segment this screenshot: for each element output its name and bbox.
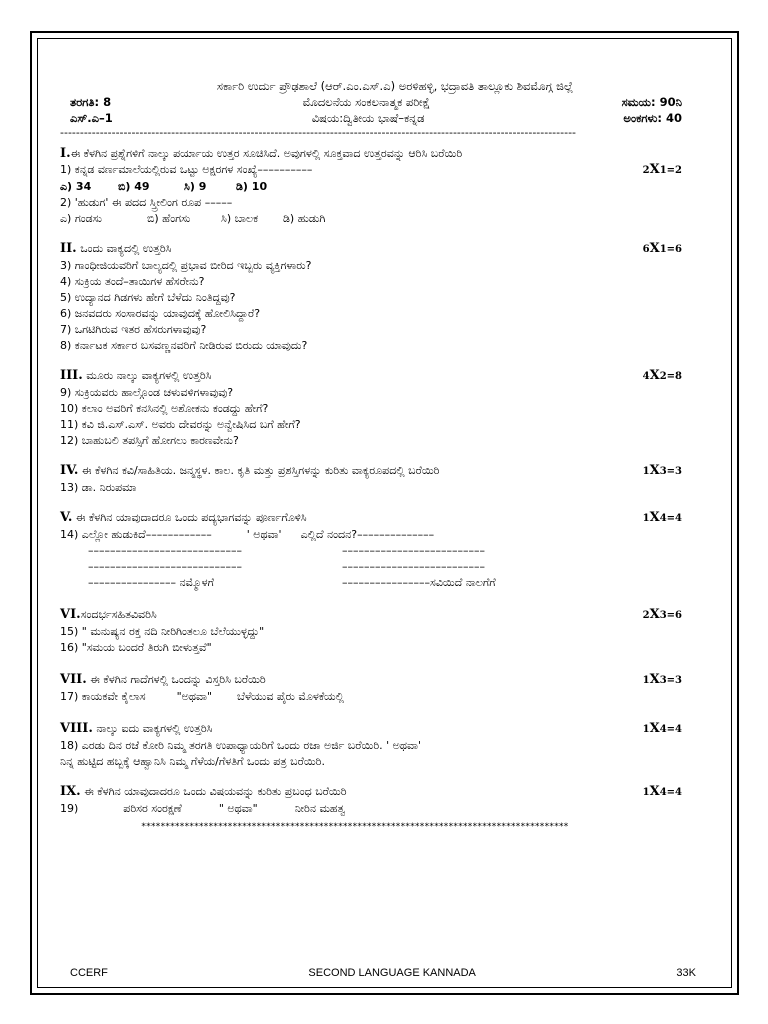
poem-end-line <box>88 575 710 591</box>
end-right: ––––––––––––––––ಸವಿಯಿದೆ ನಾಲಗೆಗೆ <box>342 576 496 589</box>
section-5 <box>60 510 710 591</box>
section-2-roman: II. <box>60 241 77 256</box>
section-3 <box>60 368 710 449</box>
header-row-2 <box>70 110 682 126</box>
q1-option-c: ಸಿ) 9 <box>184 180 207 193</box>
section-4-roman: IV. <box>60 463 79 478</box>
section-8-head <box>60 721 710 738</box>
header-divider: ---------------------------------------------------------------------------------------------------------------------------------- <box>60 126 577 139</box>
q19-topic-b: ನೀರಿನ ಮಹತ್ವ <box>294 802 346 815</box>
section-7-marks: 1X3=3 <box>642 672 682 687</box>
end-left: –––––––––––––––– ನಮ್ಮೊಳಗೆ <box>88 576 214 589</box>
section-9-marks: 1X4=4 <box>642 784 682 799</box>
q2-options <box>60 211 710 227</box>
section-9-head <box>60 784 710 801</box>
section-5-head <box>60 510 710 527</box>
question-13: 13) ಡಾ. ನಿರುಪಮಾ <box>60 481 137 494</box>
section-1-title: ಈ ಕೆಳಗಿನ ಪ್ರಶ್ನೆಗಳಿಗೆ ನಾಲ್ಕು ಪರ್ಯಾಯ ಉತ್ತರ ಸೂಚಿಸಿದೆ. ಅವುಗಳಲ್ಲಿ ಸೂಕ್ತವಾದ ಉತ್ತರವನ್ನು ಆರಿಸಿ ಬರೆಯಿರಿ <box>70 147 463 160</box>
question-5: 5) ಉದ್ಯಾನದ ಗಿಡಗಳು ಹೇಗೆ ಬೆಳೆದು ನಿಂತಿದ್ದವು? <box>60 291 236 304</box>
question-7: 7) ಒಗಟಿಗಿರುವ ಇತರ ಹೆಸರುಗಳಾವುವು? <box>60 323 207 336</box>
section-2-head <box>60 241 710 258</box>
exam-name: ಮೊದಲನೆಯ ಸಂಕಲನಾತ್ಮಕ ಪರೀಕ್ಷೆ <box>302 95 431 109</box>
section-6 <box>60 607 710 656</box>
time-label: ಸಮಯ: 90ನಿ <box>621 95 682 109</box>
section-6-marks: 2X3=6 <box>642 607 682 622</box>
blank-left-2: –––––––––––––––––––––––––––– <box>88 560 242 573</box>
section-6-title: ಸಂದರ್ಭಸಹಿತವಿವರಿಸಿ <box>80 608 157 621</box>
section-7-title: ಈ ಕೆಳಗಿನ ಗಾದೆಗಳಲ್ಲಿ ಒಂದನ್ನು ವಿಸ್ತರಿಸಿ ಬರೆಯಿರಿ <box>90 673 266 686</box>
question-1: 1) ಕನ್ನಡ ವರ್ಣಮಾಲೆಯಲ್ಲಿರುವ ಒಟ್ಟು ಅಕ್ಷರಗಳ ಸಂಖ್ಯೆ–––––––––– <box>60 163 313 176</box>
q2-option-a: ಎ) ಗಂಡಸು <box>60 212 103 225</box>
section-7-head <box>60 672 710 689</box>
q19-or: " ಅಥವಾ" <box>218 802 258 815</box>
question-8: 8) ಕರ್ನಾಟಕ ಸರ್ಕಾರ ಬಸವಣ್ಣನವರಿಗೆ ನೀಡಿರುವ ಬಿರುದು ಯಾವುದು? <box>60 339 308 352</box>
section-3-roman: III. <box>60 368 83 383</box>
q2-option-b: ಬಿ) ಹೆಂಗಸು <box>147 212 191 225</box>
section-9 <box>60 784 710 835</box>
header-row-1 <box>70 94 682 110</box>
school-title: ಸರ್ಕಾರಿ ಉರ್ದು ಪ್ರೌಢಶಾಲೆ (ಆರ್.ಎಂ.ಎಸ್.ಎ) ಅರಳಿಹಳ್ಳಿ, ಭದ್ರಾವತಿ ತಾಲ್ಲೂಕು ಶಿವಮೊಗ್ಗ ಜಿಲ್ಲೆ <box>216 79 574 93</box>
section-5-roman: V. <box>60 510 73 525</box>
question-18: 18) ಎರಡು ದಿನ ರಜೆ ಕೋರಿ ನಿಮ್ಮ ತರಗತಿ ಉಪಾಧ್ಯಾಯರಿಗೆ ಒಂದು ರಜಾ ಅರ್ಜಿ ಬರೆಯಿರಿ. ' ಅಥವಾ' <box>60 739 421 752</box>
section-2-title: ಒಂದು ವಾಕ್ಯದಲ್ಲಿ ಉತ್ತರಿಸಿ <box>80 242 172 255</box>
question-12: 12) ಬಾಹುಬಲಿ ತಪಸ್ಸಿಗೆ ಹೋಗಲು ಕಾರಣವೇನು? <box>60 434 239 447</box>
q17-left: 17) ಕಾಯಕವೇ ಕೈಲಾಸ <box>60 690 146 703</box>
q17-or: "ಅಥವಾ" <box>176 690 213 703</box>
section-7-roman: VII. <box>60 672 87 687</box>
q14-right: ಎಲ್ಲಿದೆ ನಂದನ?–––––––––––––– <box>300 528 435 541</box>
q1-options <box>60 179 710 195</box>
section-1-roman: I. <box>60 146 71 161</box>
sa-label: ಎಸ್.ಎ–1 <box>70 111 113 125</box>
q19-num: 19) <box>60 802 79 815</box>
section-2 <box>60 241 710 354</box>
section-4 <box>60 463 710 496</box>
section-3-marks: 4X2=8 <box>642 368 682 383</box>
question-18-alt: ನಿನ್ನ ಹುಟ್ಟಿದ ಹಬ್ಬಕ್ಕೆ ಆಹ್ವಾನಿಸಿ ನಿಮ್ಮ ಗೆಳೆಯ/ಗೆಳತಿಗೆ ಒಂದು ಪತ್ರ ಬರೆಯಿರಿ. <box>60 755 325 768</box>
question-2: 2) 'ಹುಡುಗ' ಈ ಪದದ ಸ್ತ್ರೀಲಿಂಗ ರೂಪ ––––– <box>60 196 233 209</box>
section-7 <box>60 672 710 705</box>
blank-right-1: –––––––––––––––––––––––––– <box>342 544 485 557</box>
poem-blank-2 <box>88 559 710 575</box>
section-1-marks: 2X1=2 <box>642 162 682 177</box>
blank-right-2: –––––––––––––––––––––––––– <box>342 560 485 573</box>
section-4-marks: 1X3=3 <box>642 463 682 478</box>
q2-option-d: ಡಿ) ಹುಡುಗಿ <box>283 212 326 225</box>
question-15: 15) " ಮನುಷ್ಯನ ರಕ್ತ ನದಿ ನೀರಿಗಿಂತಲೂ ಬೆಲೆಯುಳ್ಳದ್ದು" <box>60 625 265 638</box>
marks-label: ಅಂಕಗಳು: 40 <box>623 111 682 125</box>
section-9-roman: IX. <box>60 784 81 799</box>
question-9: 9) ಸುಕ್ರಿಯವರು ಹಾಲ್ಗೊಂಡ ಚಳುವಳಿಗಳಾವುವು? <box>60 386 234 399</box>
section-3-head <box>60 368 710 385</box>
question-14 <box>60 527 710 543</box>
question-16: 16) "ಸಮಯ ಬಂದರೆ ತಿರುಗಿ ಬೀಳುತ್ತವೆ" <box>60 641 212 654</box>
section-4-head <box>60 463 710 480</box>
section-8 <box>60 721 710 770</box>
q14-left: 14) ಎಲ್ಲೋ ಹುಡುಕಿದೆ–––––––––––– <box>60 528 212 541</box>
section-8-marks: 1X4=4 <box>642 721 682 736</box>
end-stars: ***************************************************************************************** <box>141 822 569 832</box>
class-label: ತರಗತಿ: 8 <box>70 95 112 109</box>
q19-topic-a: ಪರಿಸರ ಸಂರಕ್ಷಣೆ <box>123 802 182 815</box>
q1-row <box>60 162 710 179</box>
q1-option-b: ಬಿ) 49 <box>118 180 150 193</box>
footer-left: CCERF <box>70 967 108 979</box>
exam-paper <box>60 78 710 835</box>
section-3-title: ಮೂರು ನಾಲ್ಕು ವಾಕ್ಯಗಳಲ್ಲಿ ಉತ್ತರಿಸಿ <box>86 369 212 382</box>
section-8-roman: VIII. <box>60 721 93 736</box>
q2-option-c: ಸಿ) ಬಾಲಕ <box>221 212 259 225</box>
q17-right: ಬೆಳೆಯುವ ಪೈರು ಮೊಳಕೆಯಲ್ಲಿ <box>237 690 344 703</box>
question-17 <box>60 689 710 705</box>
footer-right: 33K <box>676 967 696 979</box>
q1-option-d: ಡಿ) 10 <box>236 180 268 193</box>
section-8-title: ನಾಲ್ಕು ಐದು ವಾಕ್ಯಗಳಲ್ಲಿ ಉತ್ತರಿಸಿ <box>96 722 213 735</box>
question-4: 4) ಸುಕ್ರಿಯ ತಂದೆ–ತಾಯಿಗಳ ಹೆಸರೇನು? <box>60 275 205 288</box>
question-10: 10) ಕಲಾಂ ಅವರಿಗೆ ಕನಸಿನಲ್ಲಿ ಅಶೋಕನು ಕಂಡದ್ದು ಹೇಗೆ? <box>60 402 269 415</box>
question-3: 3) ಗಾಂಧೀಜಿಯವರಿಗೆ ಬಾಲ್ಯದಲ್ಲಿ ಪ್ರಭಾವ ಬೀರಿದ ಇಬ್ಬರು ವ್ಯಕ್ತಿಗಳಾರು? <box>60 259 312 272</box>
footer-center: SECOND LANGUAGE KANNADA <box>308 967 476 979</box>
section-6-head <box>60 607 710 624</box>
section-5-marks: 1X4=4 <box>642 510 682 525</box>
section-1-head <box>60 146 710 162</box>
section-1 <box>60 146 710 227</box>
question-6: 6) ಜನವದರು ಸಂಸಾರವನ್ನು ಯಾವುದಕ್ಕೆ ಹೋಲಿಸಿದ್ದಾರೆ? <box>60 307 261 320</box>
question-11: 11) ಕವಿ ಜಿ.ಎಸ್.ಎಸ್. ಅವರು ದೇವರನ್ನು ಅನ್ವೇಷಿಸಿದ ಬಗೆ ಹೇಗೆ? <box>60 418 301 431</box>
question-19 <box>60 801 710 817</box>
section-9-title: ಈ ಕೆಳಗಿನ ಯಾವುದಾದರೂ ಒಂದು ವಿಷಯವನ್ನು ಕುರಿತು ಪ್ರಬಂಧ ಬರೆಯಿರಿ <box>84 785 347 798</box>
blank-left-1: –––––––––––––––––––––––––––– <box>88 544 242 557</box>
poem-blank-1 <box>88 543 710 559</box>
section-4-title: ಈ ಕೆಳಗಿನ ಕವಿ/ಸಾಹಿತಿಯ. ಜನ್ಮಸ್ಥಳ. ಕಾಲ. ಕೃತಿ ಮತ್ತು ಪ್ರಶಸ್ತಿಗಳನ್ನು ಕುರಿತು ವಾಕ್ಯರೂಪದಲ್ಲಿ ಬರೆಯಿರಿ <box>81 464 440 477</box>
subject-label: ವಿಷಯ:ದ್ವಿತೀಯ ಭಾಷೆ–ಕನ್ನಡ <box>311 111 425 125</box>
section-2-marks: 6X1=6 <box>642 241 682 256</box>
page-footer <box>70 967 696 979</box>
q1-option-a: ಎ) 34 <box>60 180 92 193</box>
q14-or: ' ಅಥವಾ' <box>246 528 282 541</box>
section-5-title: ಈ ಕೆಳಗಿನ ಯಾವುದಾದರೂ ಒಂದು ಪದ್ಯಭಾಗವನ್ನು ಪೂರ್ಣಗೊಳಿಸಿ <box>75 511 307 524</box>
section-6-roman: VI. <box>60 607 81 622</box>
